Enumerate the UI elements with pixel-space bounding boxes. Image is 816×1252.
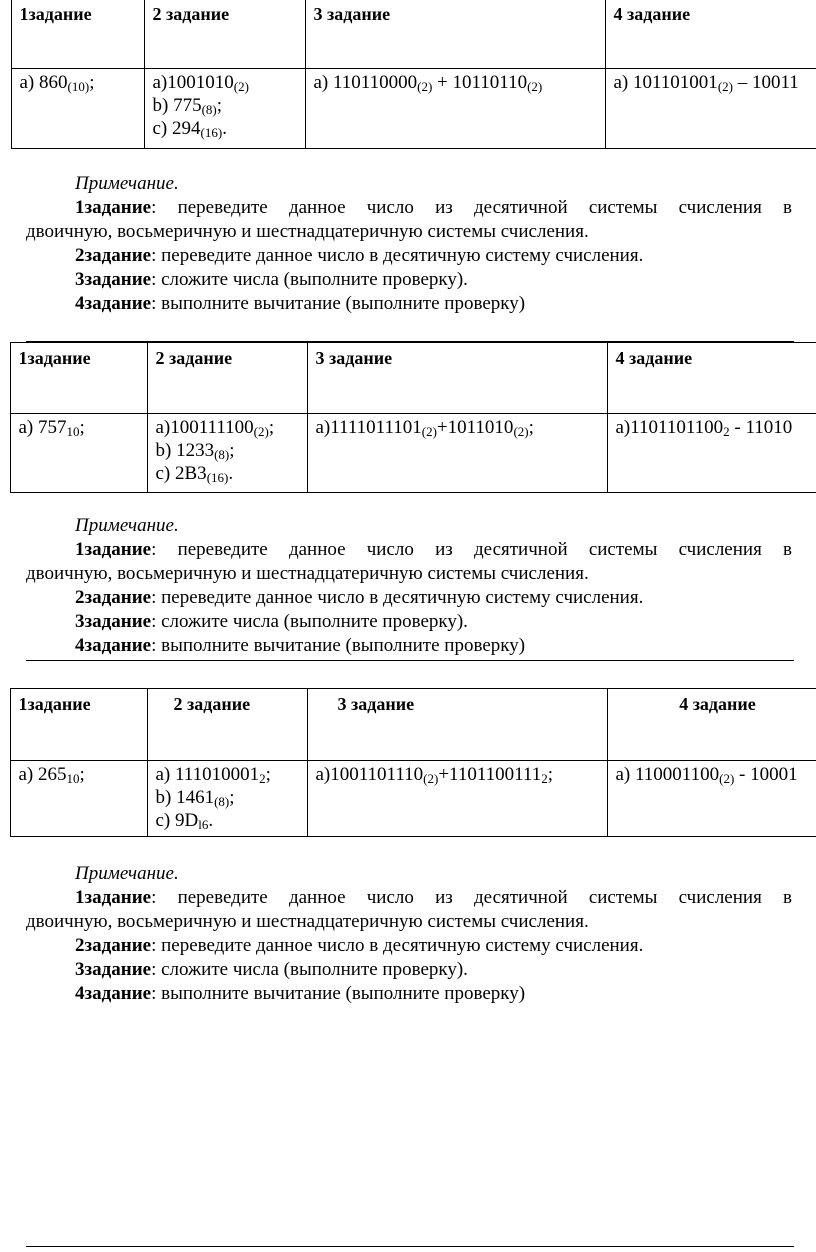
task-2-cell: $а)100111100_{(2)}$; b) $1233_{(8)}$; c) $2B3_{(16)}$.	[147, 414, 307, 493]
footer-line	[26, 1246, 794, 1247]
note-task-4: 4задание: выполните вычитание (выполните проверку)	[75, 293, 526, 314]
header-task-4: 4 задание	[605, 0, 816, 69]
task-table-2	[0, 342, 816, 493]
task-2-cell: а) $111010001_2$; b) $1461_{(8)}$; c) $9D_{l6}$.	[147, 761, 307, 837]
header-task-3: 3 задание	[305, 0, 605, 69]
note-2	[26, 514, 792, 658]
note-title: Примечание.	[75, 863, 179, 884]
task-1-cell: а) $265_{10}$;	[10, 761, 147, 837]
note-task-4: 4задание: выполните вычитание (выполните проверку)	[75, 983, 526, 1004]
header-task-4: 4 задание	[607, 689, 816, 761]
header-task-2: 2 задание	[144, 0, 305, 69]
note-task-3: 3задание: сложите числа (выполните проверку).	[75, 959, 468, 980]
note-task-1-cont: двоичную, восьмеричную и шестнадцатеричную системы счисления.	[26, 911, 589, 932]
header-task-3: 3 задание	[307, 343, 607, 414]
note-task-1-line: 1задание: переведите данное число из десятичной системы счисления в	[75, 887, 792, 908]
task-2-cell: $а)1001010_{(2)}$ b) $775_{(8)}$; c) $294_{(16)}$.	[144, 69, 305, 149]
header-task-1: 1задание	[10, 343, 147, 414]
task-4-cell: а) $110001100_{(2)} - 10001$	[607, 761, 816, 837]
note-title: Примечание.	[75, 515, 179, 536]
note-task-2: 2задание: переведите данное число в десятичную систему счисления.	[75, 935, 644, 956]
note-task-1-line: 1задание: переведите данное число из десятичной системы счисления в	[75, 197, 792, 218]
task-3-cell: $а)1111011101_{(2)}+1011010_{(2)}$;	[307, 414, 607, 493]
header-task-2: 2 задание	[147, 689, 307, 761]
header-task-1: 1задание	[11, 0, 144, 69]
task-table-3	[0, 688, 816, 837]
note-1	[26, 172, 792, 316]
task-1-cell: а) $860_{(10)}$;	[11, 69, 144, 149]
note-task-2: 2задание: переведите данное число в десятичную систему счисления.	[75, 245, 644, 266]
header-task-1: 1задание	[10, 689, 147, 761]
task-4-cell: а) $101101001_{(2)} - 10011$	[605, 69, 816, 149]
header-task-3: 3 задание	[307, 689, 607, 761]
task-3-cell: а) $110110000_{(2)} + 10110110_{(2)}$	[305, 69, 605, 149]
note-task-1-cont: двоичную, восьмеричную и шестнадцатеричную системы счисления.	[26, 221, 589, 242]
header-task-4: 4 задание	[607, 343, 816, 414]
divider-line	[26, 660, 794, 661]
note-task-3: 3задание: сложите числа (выполните проверку).	[75, 269, 468, 290]
note-3	[26, 862, 792, 1006]
note-task-4: 4задание: выполните вычитание (выполните проверку)	[75, 635, 526, 656]
note-title: Примечание.	[75, 173, 179, 194]
task-4-cell: $а)1101101100_2 - 11010$	[607, 414, 816, 493]
task-table-1	[0, 0, 816, 149]
task-1-cell: а) $757_{10}$;	[10, 414, 147, 493]
note-task-1-line: 1задание: переведите данное число из десятичной системы счисления в	[75, 539, 792, 560]
note-task-3: 3задание: сложите числа (выполните проверку).	[75, 611, 468, 632]
note-task-2: 2задание: переведите данное число в десятичную систему счисления.	[75, 587, 644, 608]
header-task-2: 2 задание	[147, 343, 307, 414]
task-3-cell: $а)1001101110_{(2)}+1101100111_2$;	[307, 761, 607, 837]
note-task-1-cont: двоичную, восьмеричную и шестнадцатеричную системы счисления.	[26, 563, 589, 584]
